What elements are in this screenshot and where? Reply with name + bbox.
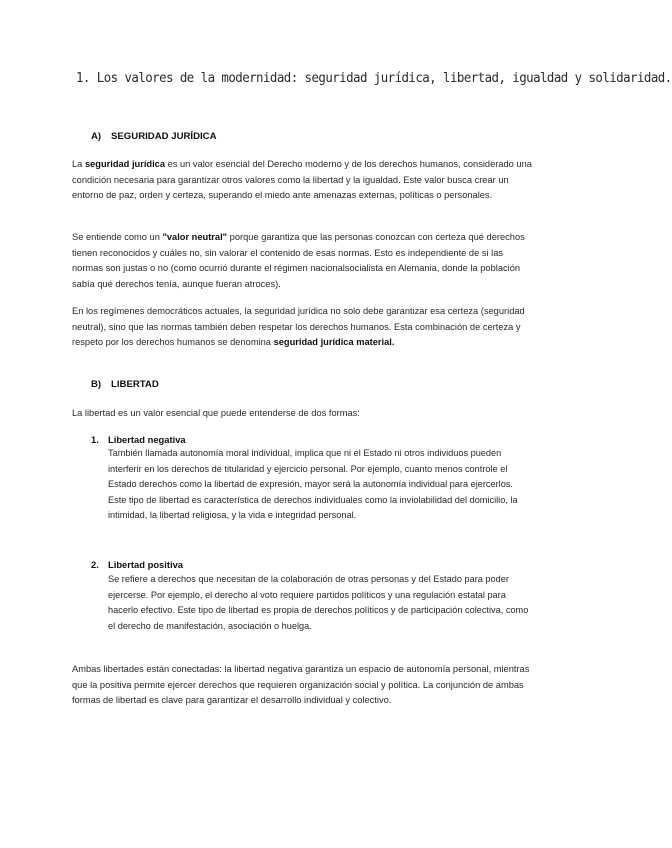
list-number: 2. bbox=[91, 559, 99, 570]
section-b-intro: La libertad es un valor esencial que puede entenderse de dos formas: bbox=[72, 408, 360, 418]
page-title: 1. Los valores de la modernidad: seguridad jurídica, libertad, igualdad y solidaridad. bbox=[76, 70, 672, 86]
section-b-label: B) bbox=[91, 379, 102, 390]
section-a-heading bbox=[91, 131, 217, 142]
text-run: En los regímenes democráticos actuales, la seguridad jurídica no solo debe garantizar esa certeza (seguridad neutral), sino que las normas también deben respetar los derechos humanos. Esta combinación de certeza y respeto por los derechos humanos se denomina bbox=[72, 306, 525, 348]
section-a-paragraph-1 bbox=[72, 157, 532, 204]
bold-term: seguridad jurídica material. bbox=[273, 337, 395, 348]
section-a-paragraph-2 bbox=[72, 230, 532, 292]
text-run: Se entiende como un bbox=[72, 232, 163, 242]
list-item-heading bbox=[91, 434, 186, 445]
section-a-title: SEGURIDAD JURÍDICA bbox=[111, 131, 217, 142]
list-item-title: Libertad negativa bbox=[108, 434, 186, 445]
section-b-title: LIBERTAD bbox=[111, 379, 159, 390]
list-item-body: Se refiere a derechos que necesitan de la colaboración de otras personas y del Estado para poder ejercerse. Por ejemplo, el derecho al voto requiere partidos políticos y una regulación estatal para hacerlo efectivo. Este tipo de libertad es propia de derechos políticos y de participación colectiva, como el derecho de manifestación, asociación o huelga. bbox=[108, 574, 529, 631]
section-b-heading bbox=[91, 379, 159, 390]
section-a-paragraph-3 bbox=[72, 304, 532, 351]
section-a-label: A) bbox=[91, 131, 102, 142]
list-item-body: También llamada autonomía moral individual, implica que ni el Estado ni otros individuos pueden interferir en los derechos de titularidad y ejercicio personal. Por ejemplo, cuanto menos controle el Estado derechos como la libertad de expresión, mayor será la autonomía individual para ejercerlos. Este tipo de libertad es característica de derechos individuales como la inviolabilidad del domicilio, la intimidad, la libertad religiosa, y la vida e integridad personal. bbox=[108, 448, 518, 521]
text-run: es un valor esencial del Derecho moderno y de los derechos humanos, considerado una condición necesaria para garantizar otros valores como la libertad y la igualdad. Este valor busca crear un entorno de paz, orden y certeza, superando el miedo ante amenazas externas, políticas o personales. bbox=[72, 159, 532, 201]
list-item-heading bbox=[91, 559, 183, 570]
text-run: porque garantiza que las personas conozcan con certeza qué derechos tienen reconocidos y cuáles no, sin valorar el contenido de esas normas. Esto es independiente de si las normas son justas o no (como ocurrió durante el régimen nacionalsocialista en Alemania, donde la población sabía qué derechos tenía, aunque fueran atroces). bbox=[72, 232, 525, 289]
bold-term: "valor neutral" bbox=[162, 232, 228, 242]
list-item-title: Libertad positiva bbox=[108, 559, 184, 570]
section-b-conclusion: Ambas libertades están conectadas: la libertad negativa garantiza un espacio de autonomía personal, mientras que la positiva permite ejercer derechos que requieren organización social y política. La conjunción de ambas formas de libertad es clave para garantizar el desarrollo individual y colectivo. bbox=[72, 664, 530, 706]
list-number: 1. bbox=[91, 434, 99, 445]
text-run: La bbox=[72, 159, 85, 169]
bold-term: seguridad jurídica bbox=[84, 159, 166, 169]
